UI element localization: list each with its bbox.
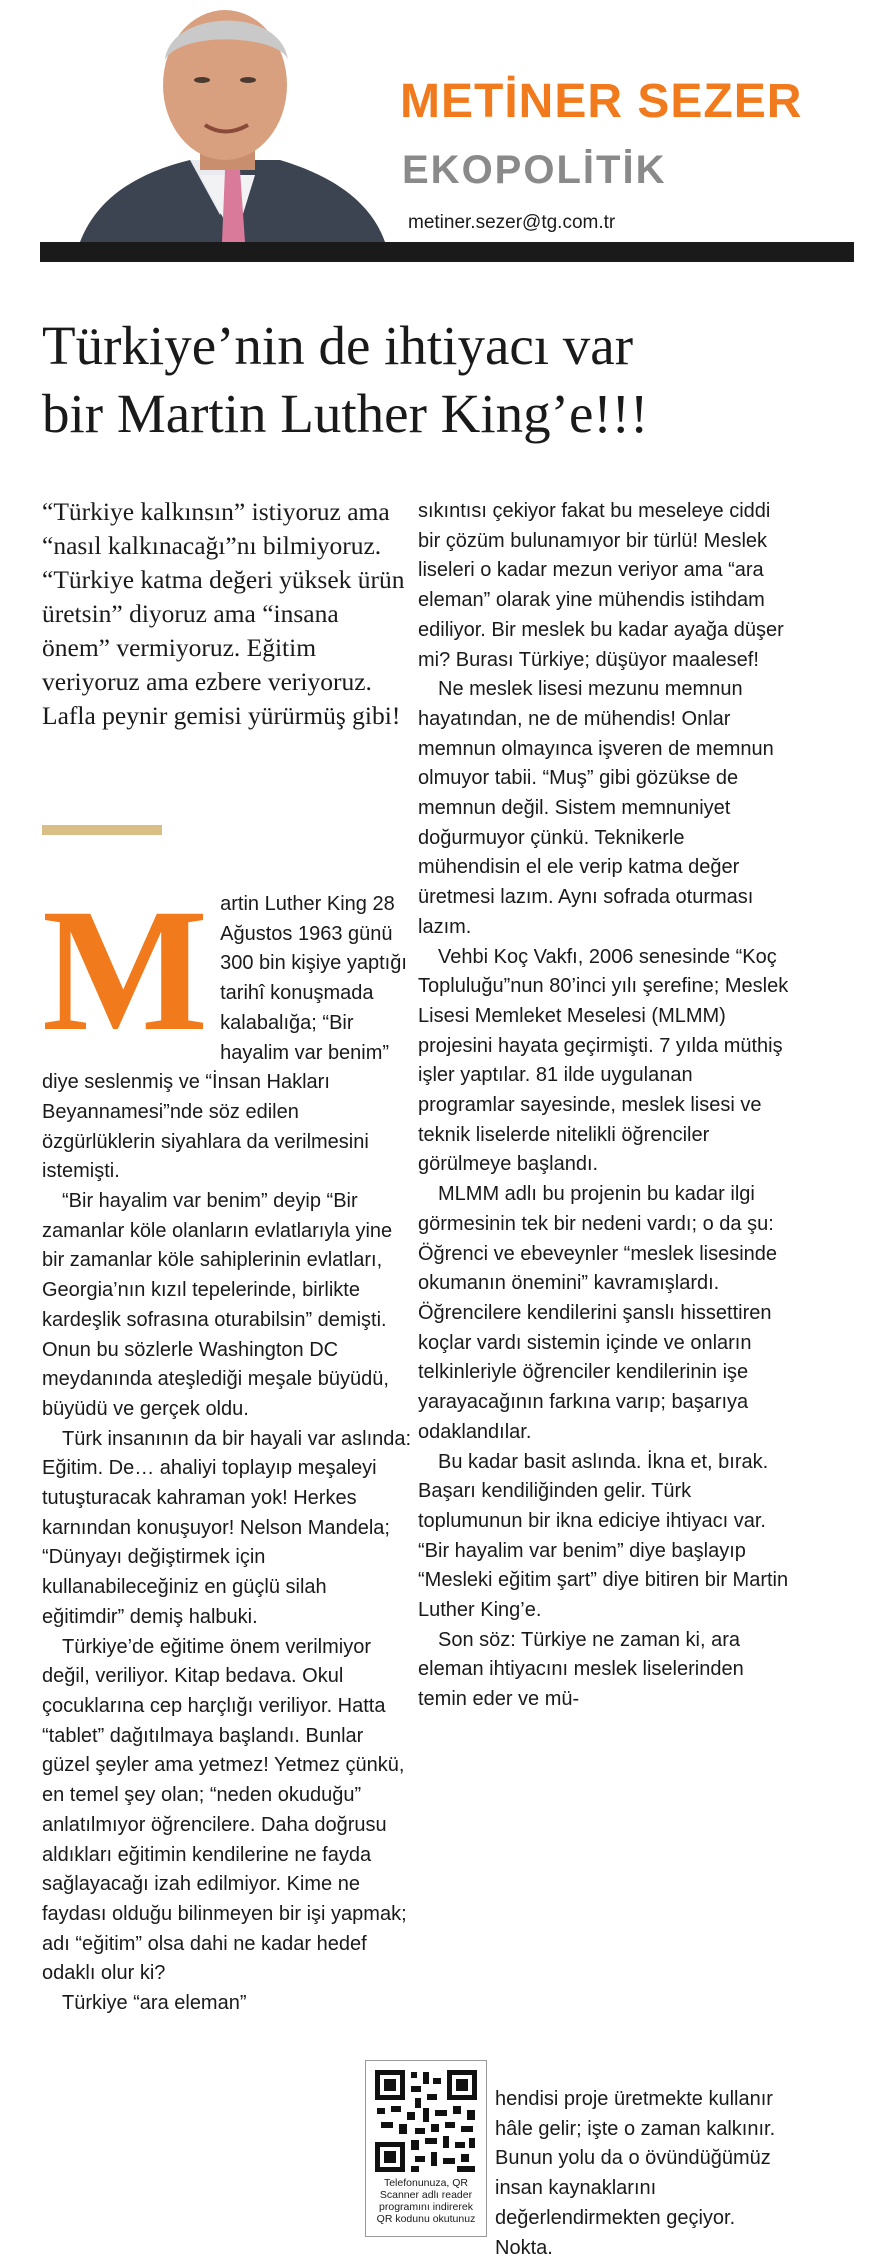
column-section-name: EKOPOLİTİK [402, 148, 667, 192]
paragraph: hendisi proje üretmekte kullanır hâle gelir; işte o zaman kalkınır. Bunun yolu da o övündüğümüz insan kaynaklarını değerlendirmekten geçiyor. Nokta. [495, 2088, 776, 2259]
paragraph: Vehbi Koç Vakfı, 2006 senesinde “Koç Topluluğu”nun 80’inci yılı şerefine; Meslek Lisesi Memleket Meselesi (MLMM) projesini hayata geçirmişti. 7 yılda müthiş işler yaptılar. 81 ilde uygulanan programlar sayesinde, meslek lisesi ve teknik liselerde nitelikli öğrenciler görülmeye başlandı. [418, 945, 789, 1176]
qr-caption: Telefonunuza, QR Scanner adlı reader programını indirerek QR kodunu okutunuz [376, 2177, 476, 2225]
article-column-2 [418, 497, 790, 1715]
paragraph: sıkıntısı çekiyor fakat bu meseleye ciddi bir çözüm bulunamıyor bir türlü! Meslek liseleri o kadar mezun veriyor ama “ara eleman” olarak yine mühendis istihdam ediliyor. Bir meslek bu kadar ayağa düşer mi? Burası Türkiye; düşüyor maalesef! [418, 500, 784, 671]
headline-line-2: bir Martin Luther King’e!!! [42, 383, 649, 444]
paragraph: “Bir hayalim var benim” deyip “Bir zamanlar köle olanların evlatlarıyla yine bir zamanlar köle sahiplerinin evlatları, Georgia’nın kızıl tepelerinde, birlikte kardeşlik sofrasına oturabilsin” demişti. Onun bu sözlerle Washington DC meydanında ateşlediği meşale büyüdü, büyüdü ve gerçek oldu. [42, 1190, 393, 1420]
paragraph: Son söz: Türkiye ne zaman ki, ara eleman ihtiyacını meslek liselerinden temin eder ve mü- [418, 1628, 744, 1711]
article-headline [42, 312, 854, 448]
paragraph: Bu kadar basit aslında. İkna et, bırak. Başarı kendiliğinden gelir. Türk toplumunun bir ikna ediciye ihtiyacı var. “Bir hayalim var benim” diye başlayıp “Mesleki eğitim şart” diye bitiren bir Martin Luther King’e. [418, 1450, 789, 1622]
drop-cap: M [42, 873, 209, 1068]
headline-line-1: Türkiye’nin de ihtiyacı var [42, 315, 634, 376]
intro-divider [42, 825, 162, 835]
header-divider [40, 242, 854, 262]
article-intro: “Türkiye kalkınsın” istiyoruz ama “nasıl kalkınacağı”nı bilmiyoruz. “Türkiye katma değeri yüksek ürün üretsin” diyoruz ama “insana önem” vermiyoruz. Eğitim veriyoruz ama ezbere veriyoruz. Lafla peynir gemisi yürürmüş gibi! [42, 497, 405, 730]
column-header [40, 0, 854, 262]
paragraph: Ne meslek lisesi mezunu memnun hayatından, ne de mühendis! Onlar memnun olmayınca işveren de memnun olmuyor tabii. “Muş” gibi gözükse de memnun değil. Sistem memnuniyet doğurmuyor çünkü. Teknikerle mühendisin el ele verip katma değer üretmesi lazım. Aynı sofrada oturması lazım. [418, 678, 774, 938]
article-column-2-tail [495, 2085, 790, 2263]
paragraph: Türkiye “ara eleman” [62, 1992, 247, 2015]
article-column-1 [42, 873, 412, 2019]
paragraph: Türk insanının da bir hayali var aslında: Eğitim. De… ahaliyi toplayıp meşaleyi tutuşturacak kahraman yok! Herkes karnından konuşuyor! Nelson Mandela; “Dünyayı değiştirmek için kullanabileceğiniz en güçlü silah eğitimdir” demiş halbuki. [42, 1427, 412, 1628]
author-email[interactable]: metiner.sezer@tg.com.tr [408, 212, 616, 233]
author-name: METİNER SEZER [400, 75, 803, 128]
qr-code-icon [371, 2066, 481, 2176]
qr-code-box[interactable] [365, 2060, 487, 2237]
paragraph: MLMM adlı bu projenin bu kadar ilgi görmesinin tek bir nedeni vardı; o da şu: Öğrenci ve ebeveynler “meslek lisesinde okumanın önemini” kavramışlardı. Öğrencilere kendilerini şanslı hissettiren koçlar vardı sistemin içinde ve onların telkinleriyle öğrenciler kendilerinin işe yarayacağının farkına varıp; başarıya odaklandılar. [418, 1183, 778, 1443]
paragraph: artin Luther King 28 Ağustos 1963 günü 300 bin kişiye yaptığı tarihî konuşmada kalabalığa; “Bir hayalim var benim” diye seslenmiş ve “İnsan Hakları Beyannamesi”nde söz edilen özgürlüklerin siyahlara da verilmesini istemişti. [42, 893, 407, 1183]
author-photo [40, 0, 400, 242]
paragraph: Türkiye’de eğitime önem verilmiyor değil, veriliyor. Kitap bedava. Okul çocuklarına cep harçlığı veriliyor. Hatta “tablet” dağıtılmaya başlandı. Bunlar güzel şeyler ama yetmez! Yetmez çünkü, en temel şey olan; “neden okuduğu” anlatılmıyor öğrencilere. Daha doğrusu aldıkları eğitimin kendilerine ne fayda sağlayacağı izah edilmiyor. Kime ne faydası olduğu bilinmeyen bir işi yapmak; adı “eğitim” olsa dahi ne kadar hedef odaklı olur ki? [42, 1635, 407, 1985]
